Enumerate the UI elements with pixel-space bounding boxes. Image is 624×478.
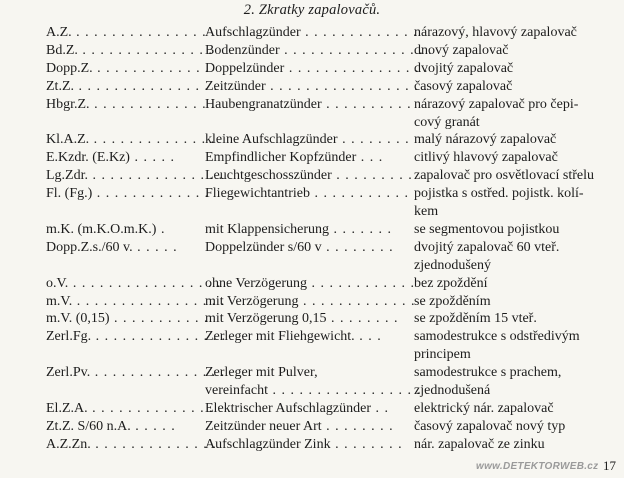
czech-term-cell: pojistka s ostřed. pojistk. kolí-: [414, 186, 584, 202]
german-term-cell: [205, 60, 429, 77]
abbreviation-text: Kl.A.Z.: [46, 132, 90, 148]
leader-dots: . . . . . . . . . . . . .: [92, 186, 210, 202]
german-term-cell: [205, 293, 416, 310]
german-term-text: Doppelzünder: [205, 60, 285, 76]
table-row: [0, 24, 624, 41]
abbreviation-cell: [46, 328, 227, 345]
table-row: [0, 221, 624, 238]
german-term-cell: [205, 221, 410, 238]
czech-term-cell: principem: [414, 347, 471, 363]
czech-term-cell: zjednodušený: [414, 257, 491, 273]
leader-dots: . . . . . . . .: [321, 418, 394, 434]
table-row: [0, 418, 624, 435]
german-term-text: Zeitzünder: [205, 78, 266, 94]
german-term-cell: [205, 185, 410, 202]
german-term-text: Elektrischer Aufschlagzünder: [205, 400, 371, 416]
czech-term-cell: se segmentovou pojistkou: [414, 221, 560, 237]
german-term-text: Bodenzünder: [205, 42, 280, 58]
czech-term-cell: zapalovač pro osvětlovací střelu: [414, 168, 594, 184]
abbreviation-cell: [46, 418, 198, 435]
table-row: [0, 310, 624, 327]
german-term-text: Leuchtgeschosszünder: [205, 168, 332, 184]
leader-dots: . . . . . . .: [329, 221, 393, 237]
abbreviation-cell: [46, 436, 217, 453]
table-row: [0, 328, 624, 345]
czech-term-cell: cový granát: [414, 114, 480, 130]
abbreviation-text: m.V. (0,15): [46, 311, 110, 327]
leader-dots: . . .: [356, 150, 384, 166]
table-row: [0, 42, 624, 59]
abbreviation-cell: [46, 96, 216, 113]
czech-term-cell: časový zapalovač: [414, 78, 513, 94]
czech-term-cell: nár. zapalovač ze zinku: [414, 436, 545, 452]
german-term-text: Aufschlagzünder: [205, 25, 301, 40]
czech-term-cell: nárazový zapalovač pro čepi-: [414, 96, 579, 112]
table-row: [0, 382, 624, 399]
czech-term-cell: nárazový, hlavový zapalovač: [414, 25, 577, 40]
leader-dots: . . . . . . . . . . . . . . . . .: [72, 293, 226, 309]
leader-dots: . . . . . . . . . . . . . . .: [91, 329, 227, 345]
german-term-cell: [205, 78, 428, 95]
german-term-cell: [205, 167, 413, 184]
german-term-cell: [205, 328, 410, 345]
czech-term-cell: samodestrukce s odstředivým: [414, 329, 580, 345]
leader-dots: . . . . . . . . . .: [321, 96, 412, 112]
table-row: [0, 275, 624, 292]
czech-term-cell: se zpožděním 15 vteř.: [414, 311, 537, 327]
abbreviation-cell: [46, 24, 207, 41]
table-row: [0, 167, 624, 184]
abbreviation-text: Fl. (Fg.): [46, 186, 93, 202]
german-term-cell: [205, 131, 410, 148]
abbreviation-text: o.V.: [46, 275, 69, 291]
leader-dots: . . . . . . . . . . . . .: [298, 293, 416, 309]
table-row: [0, 293, 624, 310]
abbreviation-cell: [46, 310, 209, 327]
leader-dots: . . . . . . . .: [326, 311, 399, 327]
czech-term-cell: zjednodušená: [414, 383, 491, 398]
abbreviation-text: Zerl.Fg.: [46, 329, 92, 345]
leader-dots: . . . . . . . . . . . . . .: [89, 96, 216, 112]
abbreviation-cell: [46, 221, 198, 238]
czech-term-cell: dvojitý zapalovač: [414, 60, 514, 76]
leader-dots: . . . . . . . . . . . . . . . . .: [279, 42, 433, 58]
page-number: 17: [603, 458, 616, 473]
watermark: www.DETEKTORWEB.cz: [476, 461, 599, 472]
table-row: [0, 114, 624, 131]
leader-dots: . . . . . . . . . . . . . . . .: [284, 60, 429, 76]
abbreviation-text: Bd.Z.: [46, 42, 78, 58]
table-row: [0, 364, 624, 381]
czech-term-cell: elektrický nár. zapalovač: [414, 400, 554, 416]
table-row: [0, 60, 624, 77]
table-row: [0, 257, 624, 274]
table-row: [0, 239, 624, 256]
german-term-cell: [205, 239, 410, 256]
czech-term-cell: citlivý hlavový zapalovač: [414, 150, 558, 166]
abbreviation-cell: [46, 364, 226, 381]
leader-dots: . . . . . . . . . . . . . .: [87, 400, 214, 416]
german-term-text: Haubengranatzünder: [205, 96, 322, 112]
abbreviation-text: Lg.Zdr.: [46, 168, 88, 184]
abbreviation-text: A.Z.: [46, 25, 72, 40]
leader-dots: . . . . . . . . . . . . .: [300, 25, 418, 40]
german-term-cell: [205, 24, 418, 41]
abbreviation-cell: [46, 239, 198, 256]
leader-dots: . . . . . . . .: [321, 239, 394, 255]
german-term-text: mit Verzögerung: [205, 293, 299, 309]
german-term-cell: [205, 382, 421, 399]
page-title: 2. Zkratky zapalovačů.: [243, 2, 381, 18]
leader-dots: . . . . . . . . . . .: [109, 311, 209, 327]
german-term-text: kleine Aufschlagzünder: [205, 132, 338, 148]
leader-dots: . . . . . . . . . . . . . . .: [90, 365, 226, 381]
german-term-cell: [205, 310, 410, 327]
table-row: [0, 346, 624, 363]
german-term-text: Empfindlicher Kopfzünder: [205, 150, 357, 166]
abbreviation-text: Zt.Z.: [46, 78, 74, 94]
german-term-cell: [205, 275, 415, 292]
german-term-text: ohne Verzögerung: [205, 275, 307, 291]
german-term-cell: [205, 149, 410, 166]
abbreviation-text: A.Z.Zn.: [46, 436, 91, 452]
table-row: [0, 400, 624, 417]
german-term-text: Zeitzünder neuer Art: [205, 418, 322, 434]
german-term-cell: [205, 436, 410, 453]
leader-dots: . . . . . . . . . . . . .: [92, 60, 210, 76]
german-term-text: Doppelzünder s/60 v: [205, 239, 322, 255]
abbreviation-text: m.K. (m.K.O.m.K.): [46, 221, 157, 237]
czech-term-cell: kem: [414, 204, 439, 219]
leader-dots: . . . . . . . . . . . . . . . . .: [68, 275, 222, 291]
leader-dots: . . . . . . . . . . . . . . .: [77, 42, 213, 58]
table-row: [0, 203, 624, 220]
german-term-text: Aufschlagzünder Zink: [205, 436, 331, 452]
leader-dots: . .: [371, 400, 389, 416]
abbreviation-cell: [46, 275, 222, 292]
leader-dots: . . . . .: [132, 239, 178, 255]
abbreviation-text: El.Z.A.: [46, 400, 88, 416]
czech-term-cell: dvojitý zapalovač 60 vteř.: [414, 239, 560, 255]
leader-dots: . . . . . . . . . . . . . .: [90, 436, 217, 452]
leader-dots: . . . . . . . . . . . . . . . . . .: [265, 78, 428, 94]
abbreviation-cell: [46, 42, 213, 59]
abbreviation-cell: [46, 131, 216, 148]
german-term-text: Zerleger mit Pulver,: [205, 365, 318, 381]
leader-dots: . . . . . . . . . . . .: [307, 275, 415, 291]
german-term-cell: [205, 364, 410, 381]
german-term-text: Fliegewichtantrieb: [205, 186, 310, 202]
leader-dots: . . . . . . . . . . . . . . .: [88, 168, 223, 184]
abbreviation-text: m.V.: [46, 293, 73, 309]
czech-term-cell: malý nárazový zapalovač: [414, 132, 557, 148]
leader-dots: . . . . . . . .: [330, 436, 403, 452]
leader-dots: . . . . . . . . .: [331, 168, 413, 184]
abbreviation-text: Zerl.Pv.: [46, 365, 91, 381]
abbreviation-cell: [46, 185, 210, 202]
czech-term-cell: samodestrukce s prachem,: [414, 365, 562, 381]
german-term-text: Zerleger mit Fliehgewicht.: [205, 329, 355, 345]
abbreviation-cell: [46, 149, 198, 166]
table-row: [0, 149, 624, 166]
czech-term-cell: časový zapalovač nový typ: [414, 418, 566, 434]
leader-dots: . . . . . . . . . . . . . . . .: [74, 78, 218, 94]
abbreviation-cell: [46, 167, 223, 184]
abbreviation-cell: [46, 60, 210, 77]
german-term-text: mit Verzögerung 0,15: [205, 311, 327, 327]
czech-term-cell: dnový zapalovač: [414, 42, 509, 58]
table-row: [0, 436, 624, 453]
leader-dots: . . . . . . . . . . .: [309, 186, 409, 202]
leader-dots: . . . . .: [129, 150, 175, 166]
czech-term-cell: bez zpoždění: [414, 275, 488, 291]
german-term-cell: [205, 42, 433, 59]
leader-dots: .: [156, 221, 166, 237]
leader-dots: . . .: [354, 329, 382, 345]
german-term-text: mit Klappensicherung: [205, 221, 330, 237]
abbreviation-text: E.Kzdr. (E.Kz): [46, 150, 130, 166]
leader-dots: . . . . . . . .: [337, 132, 410, 148]
abbreviation-text: Hbgr.Z.: [46, 96, 90, 112]
table-row: [0, 78, 624, 95]
abbreviation-text: Zt.Z. S/60 n.A.: [46, 418, 131, 434]
table-row: [0, 131, 624, 148]
leader-dots: . . . . . . . . . . . . . .: [89, 132, 216, 148]
abbreviation-text: Dopp.Z.s./60 v.: [46, 239, 133, 255]
german-term-cell: [205, 418, 410, 435]
table-row: [0, 96, 624, 113]
abbreviation-cell: [46, 78, 218, 95]
leader-dots: . . . . .: [130, 418, 176, 434]
german-term-text: vereinfacht: [205, 383, 268, 398]
german-term-cell: [205, 96, 410, 113]
abbreviation-cell: [46, 400, 214, 417]
abbreviation-cell: [46, 293, 226, 310]
table-row: [0, 185, 624, 202]
abbreviation-text: Dopp.Z.: [46, 60, 93, 76]
czech-term-cell: se zpožděním: [414, 293, 491, 309]
leader-dots: . . . . . . . . . . . . . . .: [71, 25, 207, 40]
leader-dots: . . . . . . . . . . . . . . . . .: [267, 383, 421, 398]
german-term-cell: [205, 400, 410, 417]
